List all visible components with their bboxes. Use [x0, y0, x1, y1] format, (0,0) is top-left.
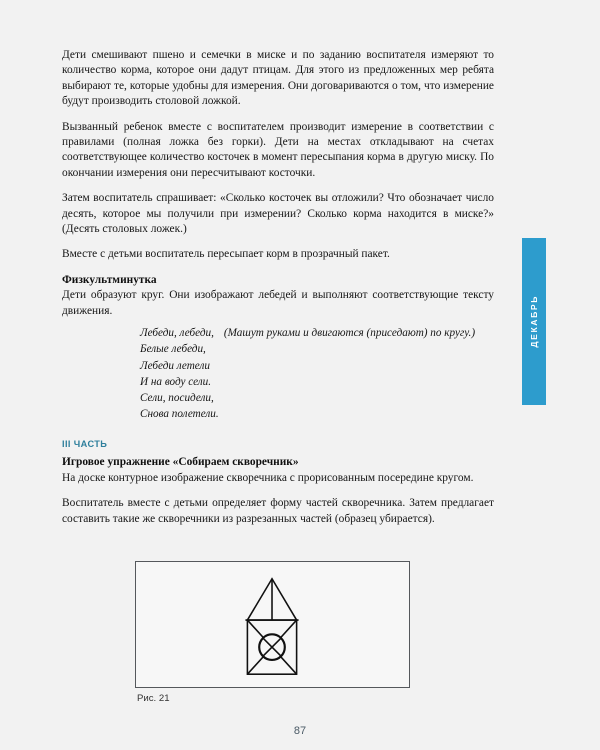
part-three-paragraph-1: На доске контурное изображение скворечника с прорисованным посередине кругом. [62, 471, 474, 484]
fizkultminutka-intro: Дети образуют круг. Они изображают лебедей и выполняют соответствующие тексту движения. [62, 289, 494, 317]
fizkultminutka-heading: Физкультминутка [62, 273, 157, 286]
poem-line [140, 325, 494, 341]
figure-caption: Рис. 21 [137, 693, 170, 704]
poem-stage-direction: (Машут руками и двигаются (приседают) по кругу.) [223, 327, 476, 340]
month-tab-label: ДЕКАБРЬ [529, 295, 539, 348]
month-tab-december [522, 238, 546, 405]
poem-line-text: И на воду сели. [140, 375, 212, 388]
poem-line [140, 374, 494, 390]
poem-line [140, 406, 494, 422]
paragraph-3: Затем воспитатель спрашивает: «Сколько косточек вы отложили? Что обозначает число десять, которое мы получили при измерении? Сколько корма находится в миске?» (Десять столовых ложек.) [62, 192, 494, 236]
birdhouse-diagram-icon [136, 562, 409, 687]
figure-21 [135, 561, 410, 688]
paragraph-4: Вместе с детьми воспитатель пересыпает корм в прозрачный пакет. [62, 248, 390, 261]
part-three-label: III ЧАСТЬ [62, 439, 108, 450]
poem-line-text: Сели, посидели, [140, 391, 214, 404]
poem-line [140, 390, 494, 406]
poem-line [140, 341, 494, 357]
part-three-paragraph-2: Воспитатель вместе с детьми определяет форму частей скворечника. Затем предлагает составить такие же скворечники из разрезанных частей (образец убирается). [62, 497, 494, 525]
poem-line-text: Белые лебеди, [140, 343, 206, 356]
figure-frame [135, 561, 410, 688]
poem-block [62, 325, 494, 422]
part-three-heading: Игровое упражнение «Собираем скворечник» [62, 456, 299, 469]
poem-line-text: Лебеди летели [140, 359, 210, 372]
text-column [62, 48, 494, 537]
poem-line [140, 358, 494, 374]
paragraph-2: Вызванный ребенок вместе с воспитателем производит измерение в соответствии с правилами (полная ложка без горки). Дети на местах откладывают на счетах соответствующее количество косточек в момент пересыпания корма в другую миску. По окончании измерения они пересчитывают косточки. [62, 120, 494, 179]
page-number: 87 [293, 725, 307, 737]
paragraph-1: Дети смешивают пшено и семечки в миске и по заданию воспитателя измеряют то количество корма, которое они дадут птицам. Для этого из предложенных мер ребята выбирают те, которые удобны для измерения. Они договариваются о том, что измерение будут производить столовой ложкой. [62, 49, 494, 108]
poem-line-text: Снова полетели. [140, 408, 219, 421]
poem-line-text: Лебеди, лебеди, [140, 327, 214, 340]
